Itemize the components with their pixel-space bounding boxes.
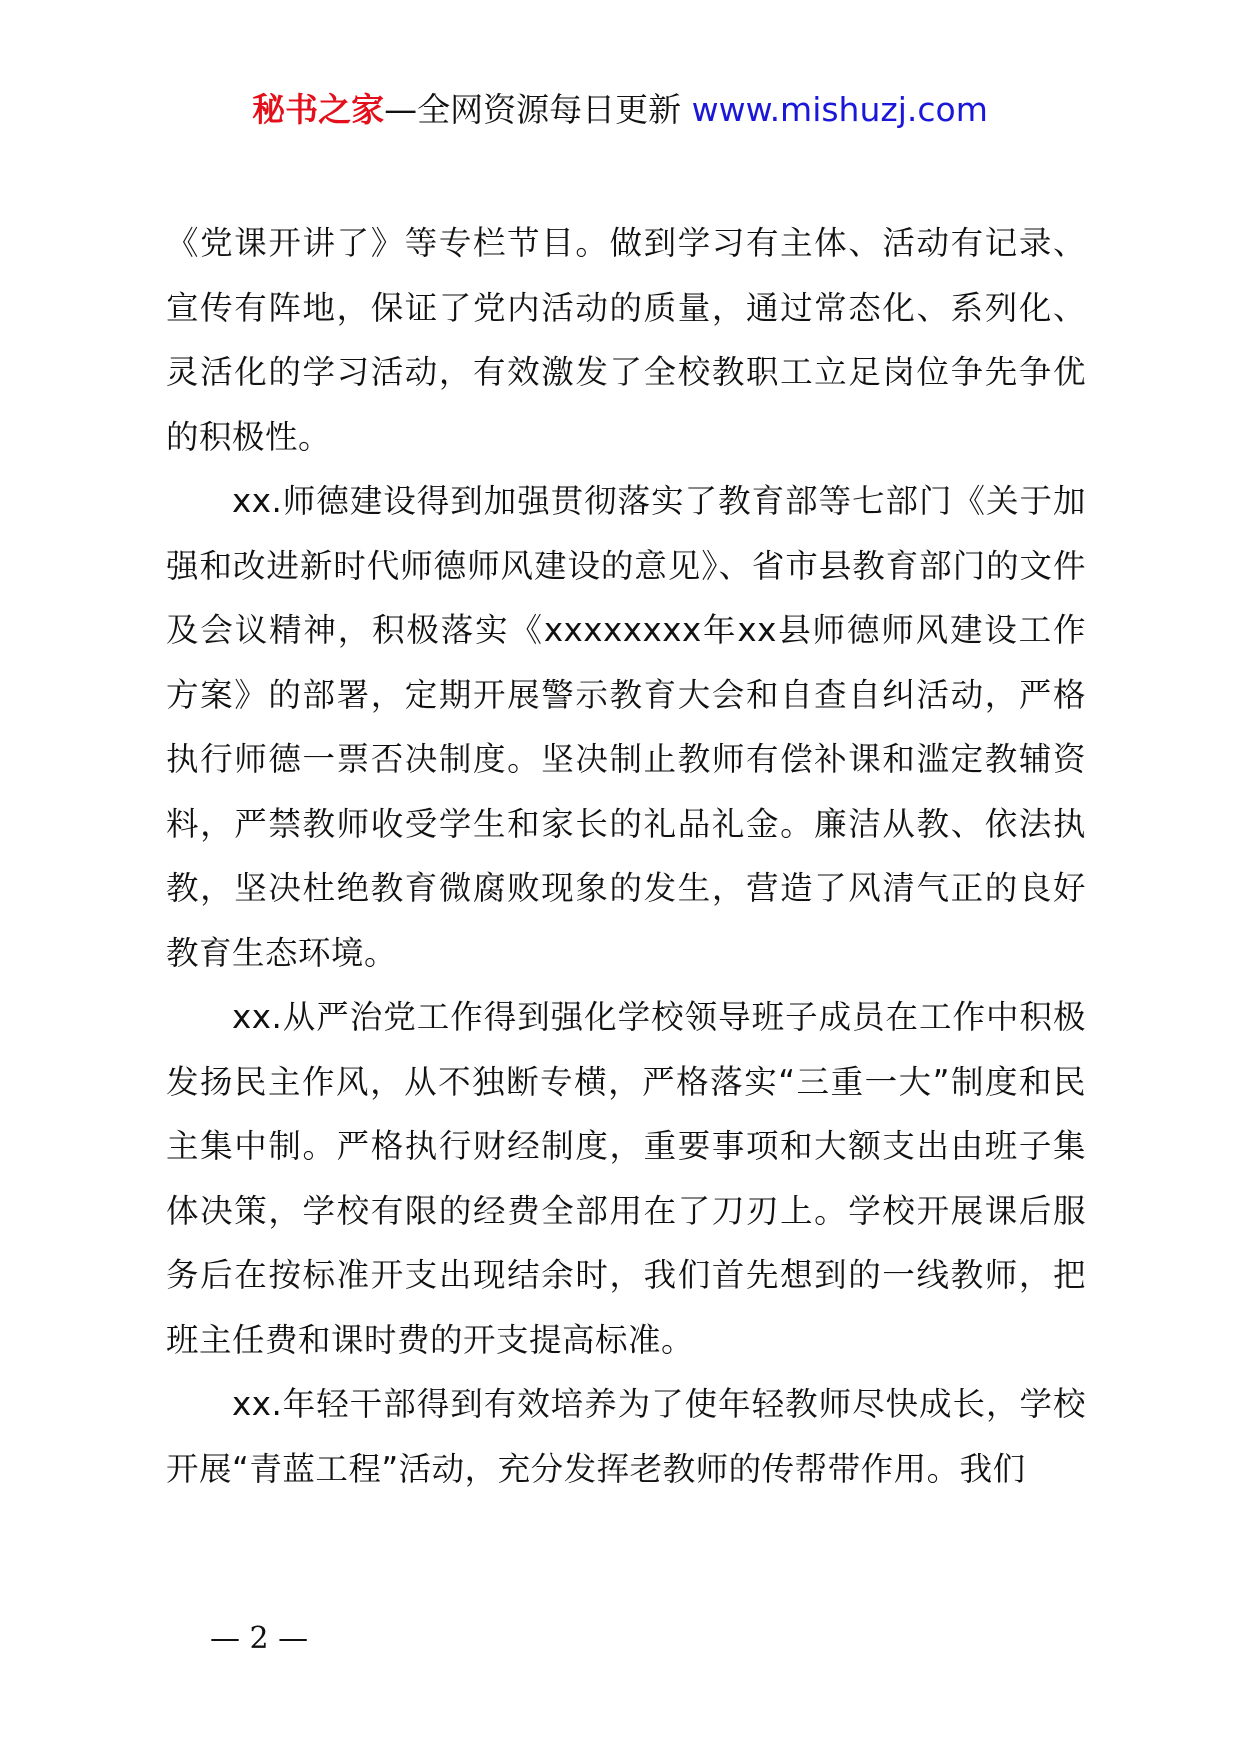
- paragraph-continued: 《党课开讲了》等专栏节目。做到学习有主体、活动有记录、宣传有阵地，保证了党内活动的质量，通过常态化、系列化、灵活化的学习活动，有效激发了全校教职工立足岗位争先争优的积极性。: [166, 224, 1086, 456]
- document-body: [166, 211, 1086, 1501]
- site-brand: 秘书之家: [252, 90, 385, 129]
- paragraph-young-cadres: xx.年轻干部得到有效培养为了使年轻教师尽快成长，学校开展“青蓝工程”活动，充分发挥老教师的传帮带作用。我们: [166, 1385, 1086, 1488]
- paragraph-party-discipline: xx.从严治党工作得到强化学校领导班子成员在工作中积极发扬民主作风，从不独断专横，严格落实“三重一大”制度和民主集中制。严格执行财经制度，重要事项和大额支出由班子集体决策，学校有限的经费全部用在了刀刃上。学校开展课后服务后在按标准开支出现结余时，我们首先想到的一线教师，把班主任费和课时费的开支提高标准。: [166, 998, 1086, 1359]
- site-url-link[interactable]: www.mishuzj.com: [691, 90, 988, 129]
- site-tagline: —全网资源每日更新: [384, 90, 682, 129]
- page-number: — 2 —: [210, 1621, 309, 1656]
- paragraph-teacher-ethics: xx.师德建设得到加强贯彻落实了教育部等七部门《关于加强和改进新时代师德师风建设的意见》、省市县教育部门的文件及会议精神，积极落实《xxxxxxxx年xx县师德师风建设工作方案》的部署，定期开展警示教育大会和自查自纠活动，严格执行师德一票否决制度。坚决制止教师有偿补课和滥定教辅资料，严禁教师收受学生和家长的礼品礼金。廉洁从教、依法执教，坚决杜绝教育微腐败现象的发生，营造了风清气正的良好教育生态环境。: [166, 482, 1086, 972]
- page-header: [0, 86, 1240, 134]
